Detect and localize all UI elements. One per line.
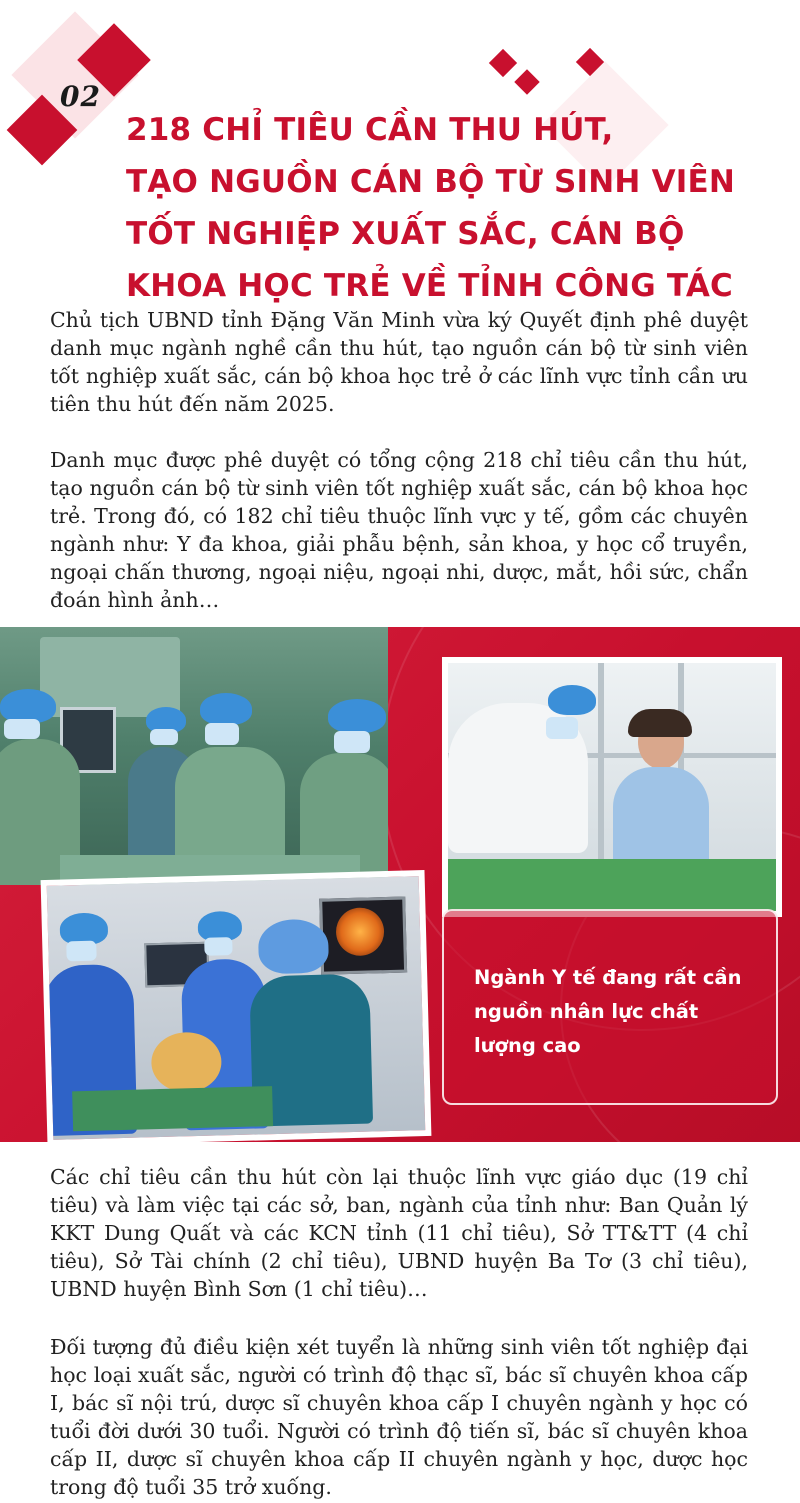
decor-diamond — [489, 49, 517, 77]
headline-line: TỐT NGHIỆP XUẤT SẮC, CÁN BỘ — [126, 216, 685, 252]
decor-diamond — [514, 69, 539, 94]
paragraph-other-quotas: Các chỉ tiêu cần thu hút còn lại thuộc lĩnh vực giáo dục (19 chỉ tiêu) và làm việc tại các sở, ban, ngành của tỉnh như: Ban Quản lý KKT Dung Quất và các KCN tỉnh (11 chỉ tiêu), Sở TT&TT (4 chỉ tiêu), Sở Tài chính (2 chỉ tiêu), UBND huyện Ba Tơ (3 chỉ tiêu), UBND huyện Bình Sơn (1 chỉ tiêu)… — [50, 1165, 748, 1301]
bedside-photo — [442, 657, 782, 917]
paragraph-intro: Chủ tịch UBND tỉnh Đặng Văn Minh vừa ký Quyết định phê duyệt danh mục ngành nghề cần thu hút, tạo nguồn cán bộ từ sinh viên tốt nghiệp xuất sắc, cán bộ khoa học trẻ ở các lĩnh vực tỉnh cần ưu tiên thu hút đến năm 2025. — [50, 308, 748, 416]
surgery-photo — [0, 627, 388, 885]
quote-text: Ngành Y tế đang rất cần nguồn nhân lực chất lượng cao — [474, 966, 742, 1057]
paragraph-quota: Danh mục được phê duyệt có tổng cộng 218 chỉ tiêu cần thu hút, tạo nguồn cán bộ từ sinh viên tốt nghiệp xuất sắc, cán bộ khoa học trẻ. Trong đó, có 182 chỉ tiêu thuộc lĩnh vực y tế, gồm các chuyên ngành như: Y đa khoa, giải phẫu bệnh, sản khoa, y học cổ truyền, ngoại chấn thương, ngoại niệu, ngoại nhi, dược, mắt, hồi sức, chẩn đoán hình ảnh… — [50, 448, 748, 612]
photo-banner — [0, 627, 800, 1142]
headline — [126, 104, 766, 312]
quote-box — [442, 909, 778, 1105]
paragraph-eligibility: Đối tượng đủ điều kiện xét tuyển là những sinh viên tốt nghiệp đại học loại xuất sắc, người có trình độ thạc sĩ, bác sĩ chuyên khoa cấp I, bác sĩ nội trú, dược sĩ chuyên khoa cấp I chuyên ngành y học có tuổi đời dưới 30 tuổi. Người có trình độ tiến sĩ, bác sĩ chuyên khoa cấp II, dược sĩ chuyên khoa cấp II chuyên ngành y học, dược học trong độ tuổi 35 trở xuống. — [50, 1335, 748, 1499]
headline-line: KHOA HỌC TRẺ VỀ TỈNH CÔNG TÁC — [126, 268, 733, 304]
headline-line: 218 CHỈ TIÊU CẦN THU HÚT, — [126, 112, 614, 148]
section-header — [0, 0, 800, 304]
section-number: 02 — [60, 80, 101, 113]
headline-line: TẠO NGUỒN CÁN BỘ TỪ SINH VIÊN — [126, 164, 736, 200]
endoscopy-photo — [41, 870, 432, 1142]
